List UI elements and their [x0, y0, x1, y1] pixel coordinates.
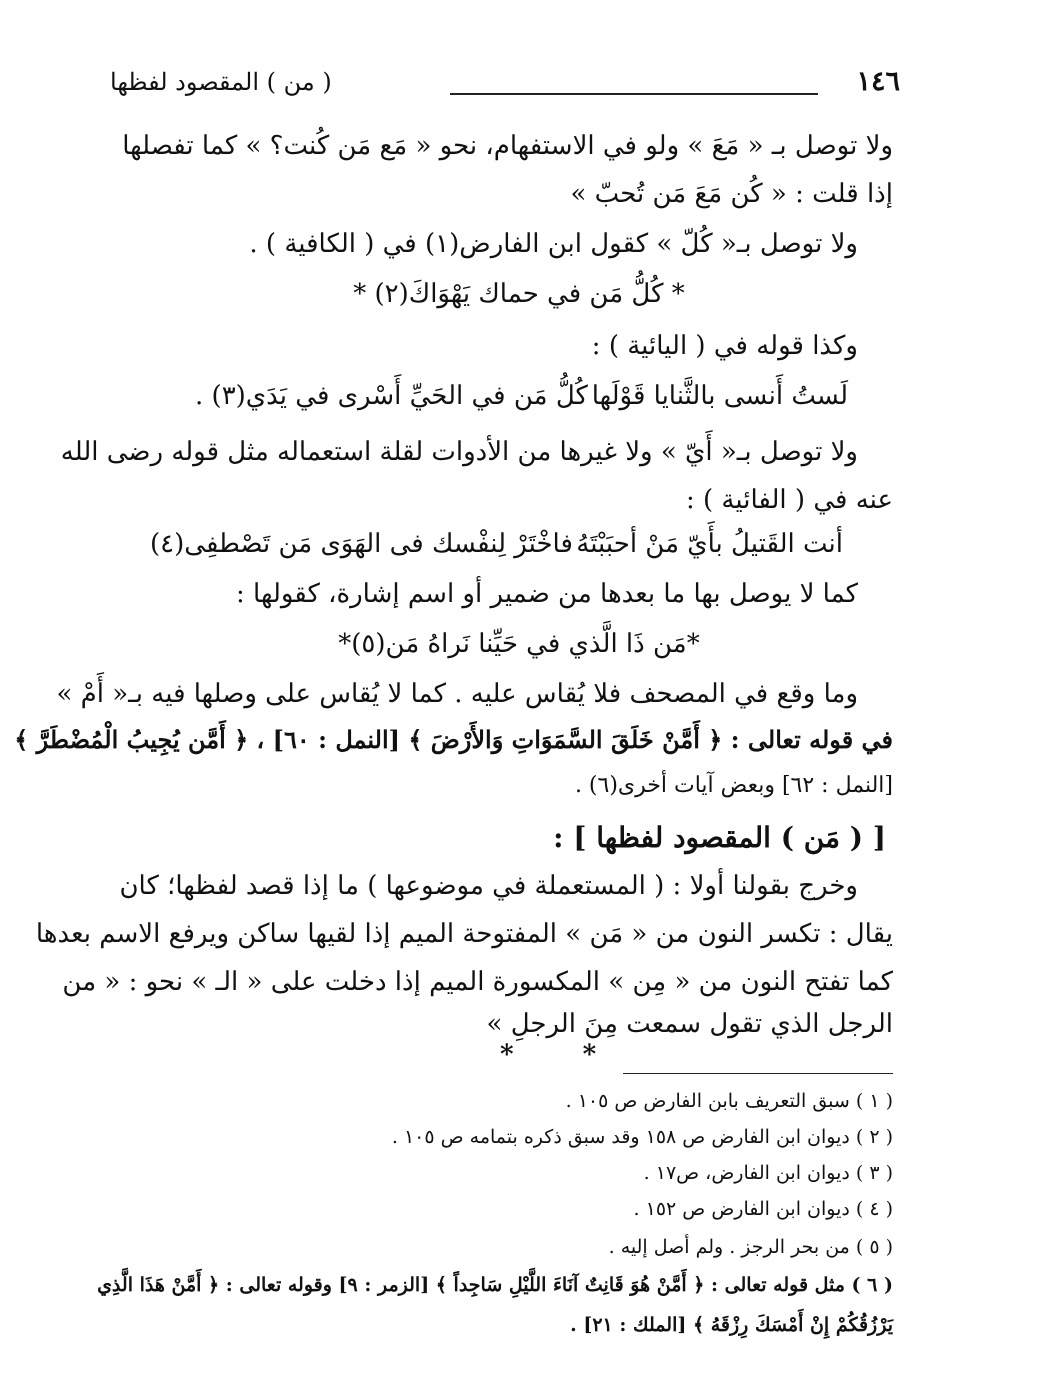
page-header [110, 66, 900, 112]
footnote-1: ( ١ ) سبق التعريف بابن الفارض ص ١٠٥ . [565, 1090, 893, 1112]
footnote-5: ( ٥ ) من بحر الرجز . ولم أصل إليه . [608, 1236, 893, 1258]
body-line-5: وكذا قوله في ( اليائية ) : [591, 331, 858, 361]
section-end-stars: * * [500, 1040, 627, 1070]
body-line-17: كما تفتح النون من « مِن » المكسورة الميم إذا دخلت على « الـ » نحو : « من [62, 967, 893, 997]
footnote-6: ( ٦ ) مثل قوله تعالى : ﴿ أَمَّنْ هُوَ قَانِتٌ آنَاءَ اللَّيْلِ سَاجِداً ﴾ [الزمر : ٩] وقوله تعالى : ﴿ أَمَّنْ هَذَا الَّذِي [97, 1274, 893, 1296]
body-line-7: ولا توصل بـ« أَيّ » ولا غيرها من الأدوات لقلة استعماله مثل قوله رضى الله [60, 437, 858, 467]
verse-first-half: لَستُ أَنسى بالثَّنايا قَوْلَها [591, 381, 848, 411]
verse-second-half: كُلُّ مَن في الحَيِّ أَسْرى في يَدَي(٣) . [195, 381, 588, 411]
header-rule [450, 93, 818, 95]
verse-first-half: أنت القَتيلُ بأَيّ مَنْ أحبَبْتَهُ [576, 529, 843, 559]
body-line-15: وخرج بقولنا أولا : ( المستعملة في موضوعها ) ما إذا قصد لفظها؛ كان [119, 871, 858, 901]
footnote-2: ( ٢ ) ديوان ابن الفارض ص ١٥٨ وقد سبق ذكره بتمامه ص ١٠٥ . [391, 1126, 893, 1148]
body-line-2: إذا قلت : « كُن مَعَ مَن تُحبّ » [570, 179, 893, 209]
body-line-13: في قوله تعالى : ﴿ أَمَّنْ خَلَقَ السَّمَوَاتِ وَالأَرْضَ ﴾ [النمل : ٦٠] ، ﴿ أَمَّن يُجِيبُ الْمُضْطَرَّ ﴾ [14, 725, 893, 754]
running-title: ( من ) المقصود لفظها [110, 68, 332, 96]
body-line-3: ولا توصل بـ« كُلّ » كقول ابن الفارض(١) في ( الكافية ) . [249, 229, 858, 259]
body-line-8: عنه في ( الفائية ) : [685, 485, 893, 515]
verse-hemistich: *مَن ذَا الَّذي في حَيِّنا نَراهُ مَن(٥)* [338, 629, 700, 659]
body-line-18: الرجل الذي تقول سمعت مِنَ الرجلِ » [486, 1009, 893, 1039]
footnote-4: ( ٤ ) ديوان ابن الفارض ص ١٥٢ . [633, 1198, 893, 1220]
verse-hemistich: * كُلُّ مَن في حماك يَهْوَاكَ(٢) * [353, 279, 685, 309]
verse-second-half: فاخْتَرْ لِنفْسك فى الهَوَى مَن تَصْطفِى(٤) [150, 529, 573, 559]
footnote-rule [623, 1073, 893, 1074]
body-line-1: ولا توصل بـ « مَعَ » ولو في الاستفهام، نحو « مَع مَن كُنت؟ » كما تفصلها [122, 131, 893, 161]
footnote-6-continued: يَرْزُقُكُمْ إِنْ أَمْسَكَ رِزْقَهُ ﴾ [الملك : ٢١] . [570, 1314, 893, 1336]
page-number: ١٤٦ [856, 66, 900, 97]
body-line-14: [النمل : ٦٢] وبعض آيات أخرى(٦) . [574, 773, 893, 798]
footnote-3: ( ٣ ) ديوان ابن الفارض، ص١٧ . [643, 1162, 893, 1184]
section-title: [ ( مَن ) المقصود لفظها ] : [553, 821, 886, 854]
body-line-10: كما لا يوصل بها ما بعدها من ضمير أو اسم إشارة، كقولها : [236, 579, 858, 609]
body-line-16: يقال : تكسر النون من « مَن » المفتوحة الميم إذا لقيها ساكن ويرفع الاسم بعدها [35, 919, 893, 949]
body-line-12: وما وقع في المصحف فلا يُقاس عليه . كما لا يُقاس على وصلها فيه بـ« أَمْ » [56, 679, 858, 709]
